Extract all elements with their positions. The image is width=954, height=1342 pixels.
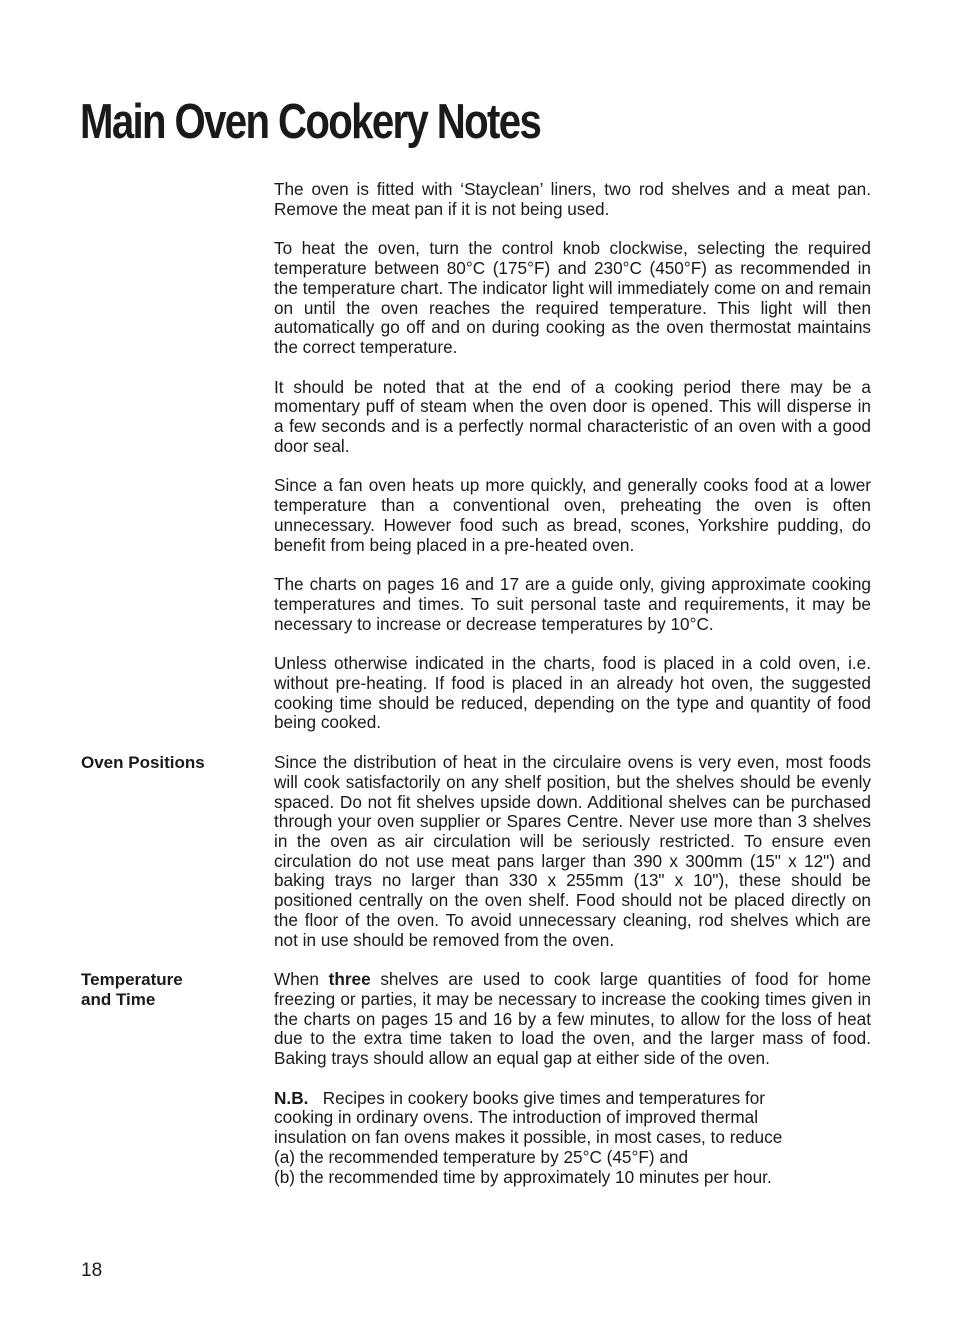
nb-line-1: Recipes in cookery books give times and temperatures for: [322, 1087, 766, 1108]
body-column: [81, 179, 871, 1207]
intro-paragraph-liners: The oven is fitted with ‘Stayclean’ liners, two rod shelves and a meat pan. Remove the meat pan if it is not being used.: [274, 179, 871, 219]
intro-paragraph-charts: The charts on pages 16 and 17 are a guide only, giving approximate cooking temperatures and times. To suit personal taste and requirements, it may be necessary to increase or decrease temperatures by 10°C.: [274, 574, 871, 634]
intro-paragraph-heating: To heat the oven, turn the control knob clockwise, selecting the required temperature between 80°C (175°F) and 230°C (450°F) as recommended in the temperature chart. The indicator light will immediately come on and remain on until the oven reaches the required temperature. This light will then automatically go off and on during cooking as the oven thermostat maintains the correct temperature.: [274, 238, 871, 357]
temperature-time-text: [274, 970, 871, 1069]
temperature-time-heading: [81, 970, 256, 1009]
nb-line-2: cooking in ordinary ovens. The introduction of improved thermal: [274, 1107, 759, 1128]
three-emphasis: three: [328, 969, 371, 990]
nb-line-5: (b) the recommended time by approximately 10 minutes per hour.: [274, 1166, 772, 1187]
intro-paragraph-cold-oven: Unless otherwise indicated in the charts, food is placed in a cold oven, i.e. without pre-heating. If food is placed in an already hot oven, the suggested cooking time should be reduced, depending on the type and quantity of food being cooked.: [274, 653, 871, 733]
temperature-time-text-end: shelves are used to cook large quantities of food for home freezing or parties, it may be necessary to increase the cooking times given in the charts on pages 15 and 16 by a few minutes, to allow for the loss of heat due to the extra time taken to load the oven, and the larger mass of food. Baking trays should allow an equal gap at either side of the oven.: [274, 969, 871, 1069]
oven-positions-section: [81, 752, 871, 950]
nb-label: N.B.: [274, 1087, 309, 1108]
temperature-time-section: [81, 969, 871, 1069]
oven-positions-heading: Oven Positions: [81, 753, 205, 773]
intro-paragraph-preheating: Since a fan oven heats up more quickly, and generally cooks food at a lower temperature than a conventional oven, preheating the oven is often unnecessary. However food such as bread, scones, Yorkshire pudding, do benefit from being placed in a pre-heated oven.: [274, 475, 871, 555]
nb-note: [274, 1089, 871, 1188]
intro-paragraph-steam: It should be noted that at the end of a cooking period there may be a momentary puff of steam when the oven door is opened. This will disperse in a few seconds and is a perfectly normal characteristic of an oven with a good door seal.: [274, 376, 871, 456]
page-title: Main Oven Cookery Notes: [80, 95, 541, 149]
temperature-time-text-start: When: [274, 969, 329, 990]
page-number: 18: [81, 1260, 103, 1281]
nb-line-3: insulation on fan ovens makes it possible, in most cases, to reduce: [274, 1127, 783, 1148]
temperature-time-heading-line1: Temperature: [81, 970, 183, 990]
nb-line-4: (a) the recommended temperature by 25°C (45°F) and: [274, 1146, 689, 1167]
temperature-time-heading-line2: and Time: [81, 989, 156, 1009]
oven-positions-text: Since the distribution of heat in the circulaire ovens is very even, most foods will cook satisfactorily on any shelf position, but the shelves should be evenly spaced. Do not fit shelves upside down. Additional shelves can be purchased through your oven supplier or Spares Centre. Never use more than 3 shelves in the oven as air circulation will be seriously restricted. To ensure even circulation do not use meat pans larger than 390 x 300mm (15" x 12") and baking trays no larger than 330 x 255mm (13" x 10"), these should be positioned centrally on the oven shelf. Food should not be placed directly on the floor of the oven. To avoid unnecessary cleaning, rod shelves which are not in use should be removed from the oven.: [274, 752, 871, 950]
